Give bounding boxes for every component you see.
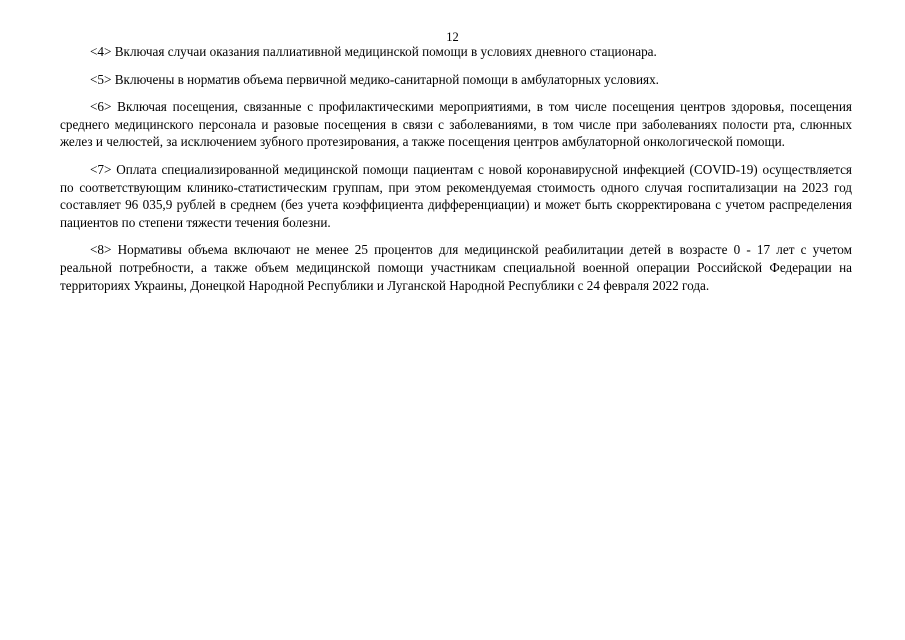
footnotes-list bbox=[60, 43, 852, 304]
footnote-8: <8> Нормативы объема включают не менее 25 процентов для медицинской реабилитации детей в возрасте 0 - 17 лет с учетом реальной потребности, а также объем медицинской помощи участникам специальной военной операции Российской Федерации на территориях Украины, Донецкой Народной Республики и Луганской Народной Республики с 24 февраля 2022 года. bbox=[60, 242, 852, 293]
footnote-4: <4> Включая случаи оказания паллиативной медицинской помощи в условиях дневного стационара. bbox=[90, 44, 657, 59]
footnote-6: <6> Включая посещения, связанные с профилактическими мероприятиями, в том числе посещения центров здоровья, посещения среднего медицинского персонала и разовые посещения в связи с заболеваниями, в том числе при заболеваниях полости рта, слюнных желез и челюстей, за исключением зубного протезирования, а также посещения центров амбулаторной онкологической помощи. bbox=[60, 99, 852, 150]
footnote-7: <7> Оплата специализированной медицинской помощи пациентам с новой коронавирусной инфекцией (COVID-19) осуществляется по соответствующим клинико-статистическим группам, при этом рекомендуемая стоимость одного случая госпитализации на 2023 год составляет 96 035,9 рублей в среднем (без учета коэффициента дифференциации) и может быть скорректирована с учетом распределения пациентов по степени тяжести течения болезни. bbox=[60, 161, 852, 230]
footnote-5: <5> Включены в норматив объема первичной медико-санитарной помощи в амбулаторных условиях. bbox=[90, 71, 659, 87]
page-number: 12 bbox=[446, 30, 459, 44]
